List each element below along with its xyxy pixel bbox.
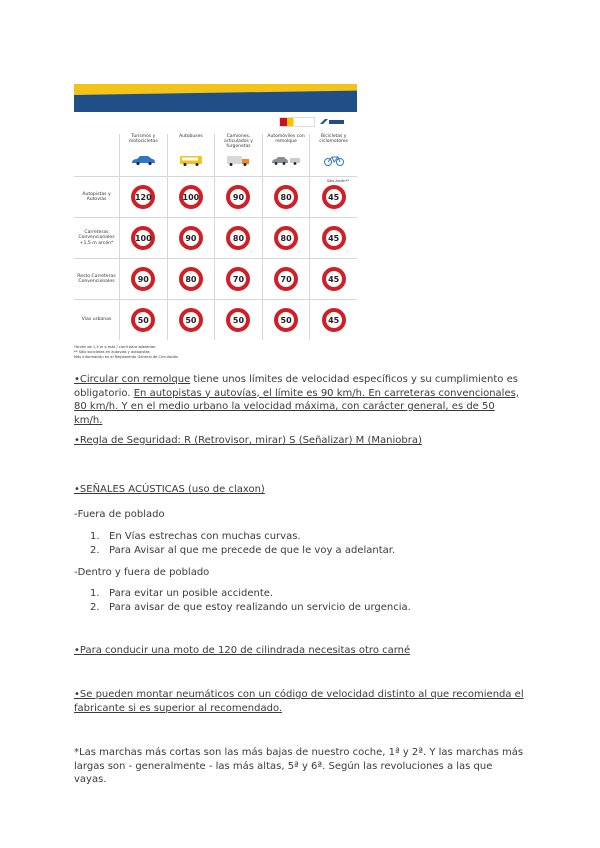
paragraph-fuera-poblado: -Fuera de poblado <box>74 509 165 520</box>
speed-sign: 120 <box>131 185 155 209</box>
paragraph-remolque: •Circular con remolque tiene unos límites de velocidad específicos y su cumplimiento es obligatorio. En autopistas y autovías, el límite es 90 km/h. En carreteras convencionales, 80 km/h. Y en el medio urbano la velocidad máxima, con carácter general, es de 50 km/h. <box>74 374 520 426</box>
speed-sign: 50 <box>226 308 250 332</box>
trailer-icon <box>271 155 301 166</box>
paragraph-moto: •Para conducir una moto de 120 de cilindrada necesitas otro carné <box>74 645 411 656</box>
speed-sign: 100 <box>131 226 155 250</box>
column-header: Automóviles con remolque <box>262 134 310 176</box>
speed-sign: 100 <box>179 185 203 209</box>
table-row: Vías urbanas 50 50 50 50 45 <box>74 299 357 340</box>
column-header: Bicicletas y ciclomotores <box>309 134 357 176</box>
table-row: Autopistas y Autovías 120 100 90 80 Sólo Arcén** 45 <box>74 176 357 217</box>
paragraph-dentro-fuera: -Dentro y fuera de poblado <box>74 567 210 578</box>
paragraph-marchas: *Las marchas más cortas son las más bajas de nuestro coche, 1ª y 2ª. Y las marchas más largas son - generalmente - las más altas, 5ª y 6ª. Según las revoluciones a las que vayas. <box>74 747 524 785</box>
infographic-footnotes: *Arcén de 1,5 m o más / carril para adelantar ** Sólo bicicletas en autovías y autopistas Más información en el Reglamento General de Circulación <box>74 345 179 359</box>
speed-sign: 50 <box>131 308 155 332</box>
speed-sign: 45 <box>322 308 346 332</box>
list-item: 2. Para Avisar al que me precede de que le voy a adelantar. <box>90 544 396 556</box>
car-icon <box>130 155 156 165</box>
speed-sign: 45 <box>322 185 346 209</box>
speed-sign: 45 <box>322 226 346 250</box>
table-row: Carreteras Convencionales +1,5 m arcén* 100 90 80 80 45 <box>74 217 357 258</box>
paragraph-regla-seguridad: •Regla de Seguridad: R (Retrovisor, mirar) S (Señalizar) M (Maniobra) <box>74 435 422 446</box>
cell-note: Sólo Arcén** <box>326 179 349 183</box>
bus-icon <box>178 155 204 166</box>
column-header: Camiones, articulados y furgonetas <box>214 134 262 176</box>
government-logo <box>279 117 315 127</box>
list-dentro-fuera <box>74 587 526 614</box>
column-header: Autobuses <box>167 134 215 176</box>
list-fuera-poblado <box>74 530 526 557</box>
bicycle-icon <box>323 155 345 166</box>
dgt-logo <box>319 118 345 126</box>
speed-sign: 90 <box>226 185 250 209</box>
table-row: Resto Carreteras Convencionales 90 80 70 70 45 <box>74 258 357 299</box>
speed-sign: 50 <box>274 308 298 332</box>
logos <box>279 117 351 127</box>
list-item: 1. Para evitar un posible accidente. <box>90 588 274 599</box>
speed-sign: 80 <box>179 267 203 291</box>
speed-sign: 90 <box>179 226 203 250</box>
speed-sign: 45 <box>322 267 346 291</box>
speed-sign: 70 <box>274 267 298 291</box>
paragraph-senales-acusticas: •SEÑALES ACÚSTICAS (uso de claxon) <box>74 484 265 495</box>
speed-sign: 80 <box>274 185 298 209</box>
list-item: 1. En Vías estrechas con muchas curvas. <box>90 531 301 542</box>
truck-icon <box>225 155 251 166</box>
table-header <box>74 134 357 176</box>
list-item: 2. Para avisar de que estoy realizando un servicio de urgencia. <box>90 601 411 613</box>
speed-sign: 90 <box>131 267 155 291</box>
column-header: Turismos y motocicletas <box>119 134 167 176</box>
speed-sign: 50 <box>179 308 203 332</box>
paragraph-neumaticos: •Se pueden montar neumáticos con un código de velocidad distinto al que recomienda el fabricante si es superior al recomendado. <box>74 689 524 714</box>
speed-table <box>74 134 357 340</box>
speed-sign: 70 <box>226 267 250 291</box>
speed-sign: 80 <box>226 226 250 250</box>
speed-sign: 80 <box>274 226 298 250</box>
speed-limits-infographic <box>74 84 357 338</box>
